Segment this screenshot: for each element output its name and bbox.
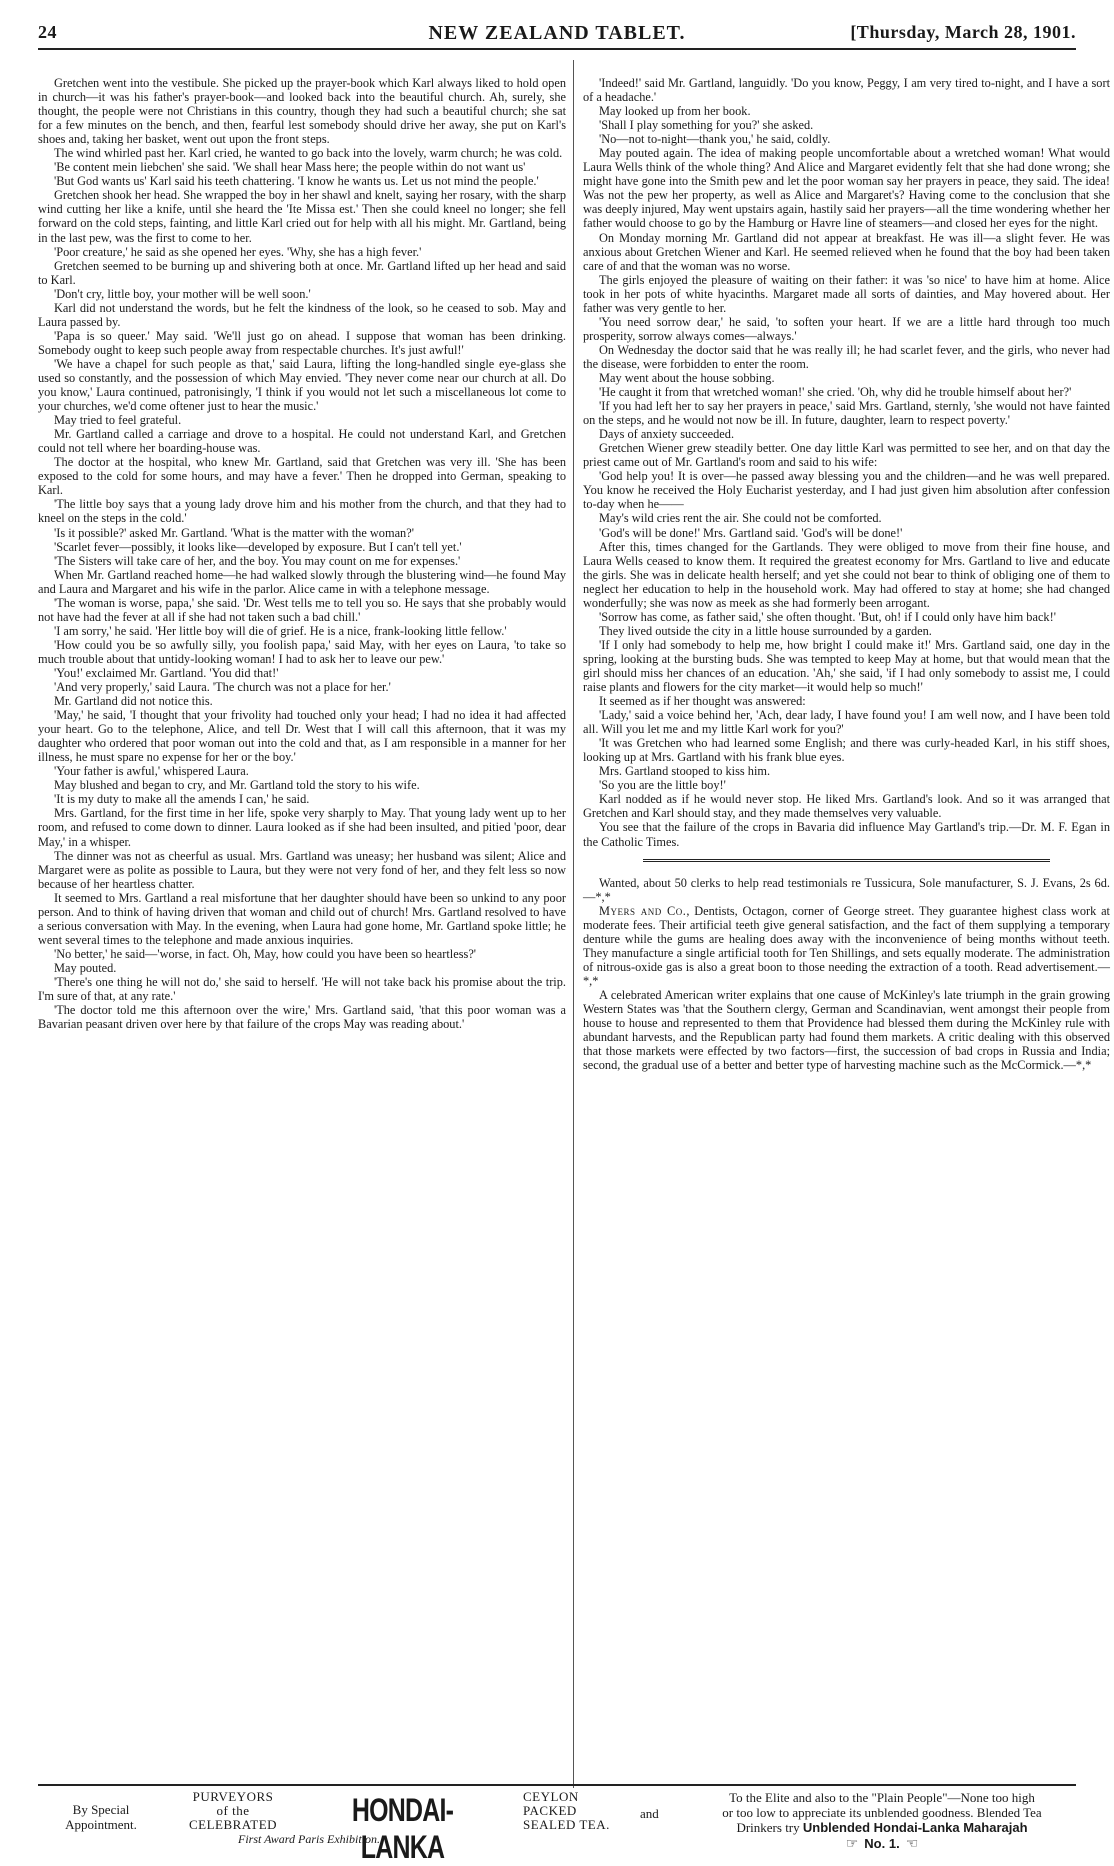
paragraph: Mr. Gartland did not notice this. <box>54 694 213 709</box>
tea-slogan <box>688 1790 1076 1851</box>
paragraph: 'Shall I play something for you?' she asked. <box>599 118 814 133</box>
column-divider <box>573 60 574 1788</box>
paragraph: 'The woman is worse, papa,' she said. 'Dr. West tells me to tell you so. He says that she probably would not have had the fever at all if she had not taken such a bad chill.' <box>38 595 566 624</box>
paragraph: 'I am sorry,' he said. 'Her little boy will die of grief. He is a nice, frank-looking little fellow.' <box>54 623 507 638</box>
paragraph: The doctor at the hospital, who knew Mr. Gartland, said that Gretchen was very ill. 'She has been exposed to the cold for some hours, and may have a fever.' Then he dropped into German, speaking to Karl. <box>38 455 566 498</box>
paragraph: May tried to feel grateful. <box>54 413 182 428</box>
slogan-prefix: Drinkers try <box>736 1820 803 1835</box>
paragraph: The girls enjoyed the pleasure of waiting on their father: it was 'so nice' to have him at home. Alice took in her pots of white hyacinths. Margaret made all sorts of dainties, and May hovered about. Her father was very gentle to her. <box>583 272 1110 315</box>
paragraph: 'Indeed!' said Mr. Gartland, languidly. 'Do you know, Peggy, I am very tired to-night, and I have a sort of a headache.' <box>583 76 1110 105</box>
paragraph: Days of anxiety succeeded. <box>599 427 735 442</box>
purveyors-line-3: CELEBRATED <box>188 1817 278 1832</box>
paragraph: 'He caught it from that wretched woman!' she cried. 'Oh, why did he trouble himself about her?' <box>599 385 1072 400</box>
paragraph: 'So you are the little boy!' <box>599 778 726 793</box>
paragraph: 'It is my duty to make all the amends I can,' he said. <box>54 792 310 807</box>
paragraph: May pouted again. The idea of making people uncomfortable about a wretched woman! What would Laura Wells think of the whole thing? And Alice and Margaret evidently felt that she had done wrong; she might have gone into the Smith pew and let the poor woman say her prayers in peace, they said. The idea! Was not the pew her property, as well as Alice and Margaret's? Having come to the conclusion that she was deeply injured, May went upstairs again, hastily said her prayers—all the time wondering whether her father would choose to go by the Hamburg or Havre line of steamers—and closed her eyes for the night. <box>583 146 1110 231</box>
paragraph: 'Poor creature,' he said as she opened her eyes. 'Why, she has a high fever.' <box>54 244 422 259</box>
issue-date: [Thursday, March 28, 1901. <box>850 22 1076 42</box>
publication-title: NEW ZEALAND TABLET. <box>428 22 686 44</box>
purveyors-block <box>183 1790 283 1832</box>
paragraph: 'It was Gretchen who had learned some English; and there was curly-headed Karl, in his stiff shoes, looking up at Mrs. Gartland with his frank blue eyes. <box>583 736 1110 765</box>
paragraph: 'The doctor told me this afternoon over the wire,' Mrs. Gartland said, 'that this poor woman was a Bavarian peasant driven over here by that failure of the crops May was reading about.' <box>38 1003 566 1032</box>
paragraph: Mr. Gartland called a carriage and drove to a hospital. He could not understand Karl, and Gretchen could not tell where her boarding-house was. <box>38 427 566 456</box>
paragraph: 'God help you! It is over—he passed away blessing you and the children—and he was well prepared. You know he received the Holy Eucharist yesterday, and I had just given him absolution after confession to-day when he—— <box>583 469 1110 512</box>
paragraph: 'The Sisters will take care of her, and the boy. You may count on me for expenses.' <box>54 553 461 568</box>
paragraph: 'No better,' he said—'worse, in fact. Oh, May, how could you have been so heartless?' <box>54 946 477 961</box>
paragraph: May's wild cries rent the air. She could not be comforted. <box>599 511 882 526</box>
left-column <box>38 76 566 1031</box>
paragraph: 'How could you be so awfully silly, you foolish papa,' said May, with her eyes on Laura, 'to take so much trouble about that untidy-looking woman! I had to ask her to leave our pew.' <box>38 637 566 666</box>
paragraph: The dinner was not as cheerful as usual. Mrs. Gartland was uneasy; her husband was silent; Alice and Margaret were as polite as possible to Laura, but they were not very fond of her, and they felt less so now because of her heartless chatter. <box>38 848 566 891</box>
page-header <box>38 10 1076 46</box>
ad-tussicura: Wanted, about 50 clerks to help read testimonials re Tussicura, Sole manufacturer, S. J. Evans, 2s 6d.—*,* <box>583 875 1110 904</box>
brand-logo: HONDAI-LANKA <box>351 1792 454 1865</box>
paragraph: 'No—not to-night—thank you,' he said, coldly. <box>599 132 831 147</box>
paragraph: It seemed as if her thought was answered: <box>599 694 806 709</box>
right-column <box>583 76 1110 1072</box>
paragraph: 'Lady,' said a voice behind her, 'Ach, dear lady, I have found you! I am well now, and I have been told all. Will you let me and my little Karl work for you?' <box>583 708 1110 737</box>
ad-dentists <box>583 904 1110 988</box>
paragraph: They lived outside the city in a little house surrounded by a garden. <box>599 623 932 638</box>
paragraph: After this, times changed for the Gartlands. They were obliged to move from their fine house, and Laura Wells ceased to know them. It required the greatest economy for Mrs. Gartland to live and educate the girls. She was in delicate health herself; and yet she could not bear to think of obliging one of them to neglect her education to help in the household work. May had offered to stay at home; she had changed wonderfully; she was now as meek as she had formerly been arrogant. <box>583 539 1110 610</box>
story-end-rule <box>643 859 1050 864</box>
paragraph: 'May,' he said, 'I thought that your frivolity had touched only your head; I had no idea it had affected your heart. Go to the telephone, Alice, and tell Dr. West that I will call this afternoon, that it was my daughter who ordered that poor woman out into the cold and that, as I am responsible in a manner for her illness, he must spare no expense for her or the boy.' <box>38 708 566 765</box>
footer-rule <box>38 1784 1076 1786</box>
dentists-name: Myers and Co. <box>599 903 687 918</box>
tea-line-3: SEALED TEA. <box>523 1817 610 1832</box>
tea-line-2: PACKED <box>523 1803 577 1818</box>
paragraph: Mrs. Gartland stooped to kiss him. <box>599 764 771 779</box>
paragraph: 'You!' exclaimed Mr. Gartland. 'You did that!' <box>54 665 279 680</box>
purveyors-line-1: PURVEYORS <box>192 1789 274 1804</box>
paragraph: Gretchen shook her head. She wrapped the boy in her shawl and knelt, saying her rosary, with the sharp wind cutting her like a knife, until she heard the 'Ite Missa est.' Then she could kneel no longer; she fell forward on the cold steps, fainting, and little Karl cried out for help with all his might. Mr. Gartland, being in the last pew, was the first to come to her. <box>38 188 566 245</box>
purveyors-line-2: of the <box>216 1803 250 1818</box>
story-continuation <box>583 76 1110 849</box>
paragraph: 'Don't cry, little boy, your mother will be well soon.' <box>54 286 311 301</box>
number-text: No. 1. <box>864 1836 900 1851</box>
paragraph: May blushed and began to cry, and Mr. Gartland told the story to his wife. <box>54 778 420 793</box>
paragraph: 'Is it possible?' asked Mr. Gartland. 'What is the matter with the woman?' <box>54 525 414 540</box>
paragraph: On Wednesday the doctor said that he was really ill; he had scarlet fever, and the girls, who never had the disease, were forbidden to enter the room. <box>583 342 1110 371</box>
paragraph: May looked up from her book. <box>599 104 751 119</box>
paragraph: Mrs. Gartland, for the first time in her life, spoke very sharply to May. That young lady went up to her room, and refused to come down to dinner. Laura looked as if she had been insulted, and pitied 'poor, dear May,' in a whisper. <box>38 806 566 849</box>
award-text: First Award Paris Exhibition. <box>238 1832 381 1846</box>
and-word: and <box>640 1806 659 1821</box>
paragraph: 'Scarlet fever—possibly, it looks like—developed by exposure. But I can't tell yet.' <box>54 539 462 554</box>
paragraph: 'Be content mein liebchen' she said. 'We shall hear Mass here; the people within do not want us' <box>54 160 526 175</box>
appointment-text: By Special Appointment. <box>65 1802 137 1832</box>
paragraph: On Monday morning Mr. Gartland did not appear at breakfast. He was ill—a slight fever. He was anxious about Gretchen Wiener and Karl. He seemed relieved when he found that the boy had been taken care of and that the woman was no worse. <box>583 230 1110 273</box>
paragraph: The wind whirled past her. Karl cried, he wanted to go back into the lovely, warm church; he was cold. <box>54 146 563 161</box>
tea-line-1: CEYLON <box>523 1789 579 1804</box>
slogan-line-1: To the Elite and also to the "Plain People"—None too high <box>729 1790 1035 1805</box>
paragraph: 'But God wants us' Karl said his teeth chattering. 'I know he wants us. Let us not mind the people.' <box>54 174 539 189</box>
paragraph: 'God's will be done!' Mrs. Gartland said. 'God's will be done!' <box>599 525 903 540</box>
paragraph: Gretchen Wiener grew steadily better. One day little Karl was permitted to see her, and on that day the priest came out of Mr. Gartland's room and said to his wife: <box>583 441 1110 470</box>
slogan-line-3 <box>688 1820 1076 1835</box>
paragraph: Karl nodded as if he would never stop. He liked Mrs. Gartland's look. And so it was arranged that Gretchen and Karl should stay, and they made themselves very valuable. <box>583 792 1110 821</box>
paragraph: 'And very properly,' said Laura. 'The church was not a place for her.' <box>54 680 391 695</box>
paragraph: 'The little boy says that a young lady drove him and his mother from the church, and that they had to kneel on the steps in the cold.' <box>38 497 566 526</box>
slogan-line-2: or too low to appreciate its unblended goodness. Blended Tea <box>722 1805 1042 1820</box>
paragraph: 'Your father is awful,' whispered Laura. <box>54 764 249 779</box>
header-rule <box>38 48 1076 50</box>
paragraph: 'Papa is so queer.' May said. 'We'll just go on ahead. I suppose that woman has been drinking. Somebody ought to keep such people away from respectable churches. It's just awful!' <box>38 328 566 357</box>
paragraph: 'Sorrow has come, as father said,' she often thought. 'But, oh! if I could only have him back!' <box>599 609 1056 624</box>
paragraph: May pouted. <box>54 960 117 975</box>
dentists-text: , Dentists, Octagon, corner of George street. They guarantee highest class work at moderate fees. Their artificial teeth give general satisfaction, and the fact of them supplying a temporary denture while the gums are healing does away with the inconvenience of being months without teeth. They manufacture a single artificial tooth for Ten Shillings, and sets equally moderate. The administration of nitrous-oxide gas is also a great boon to those needing the extraction of a tooth. Read advertisement.—*,* <box>583 903 1110 988</box>
paragraph: 'If I only had somebody to help me, how bright I could make it!' Mrs. Gartland said, one day in the spring, looking at the bursting buds. She was tempted to keep May at home, but that would mean that the girl should miss her chances of an education. 'Ah,' she said, 'if I had only somebody to assist me, I could raise plants and flowers for the city market—it would help so much!' <box>583 637 1110 695</box>
tea-type-block <box>523 1790 643 1832</box>
paragraph: 'If you had left her to say her prayers in peace,' said Mrs. Gartland, sternly, 'she would not have fainted on the steps, and he would not now be ill. In future, daughter, learn to respect poverty.' <box>583 399 1110 428</box>
footer-advertisement <box>38 1788 1076 1865</box>
paragraph: 'There's one thing he will not do,' she said to herself. 'He will not take back his promise about the trip. I'm sure of that, at any rate.' <box>38 975 566 1004</box>
paragraph: May went about the house sobbing. <box>599 370 775 385</box>
paragraph: When Mr. Gartland reached home—he had walked slowly through the blustering wind—he found May and Laura and Margaret and his wife in the parlor. Alice came in with a telephone message. <box>38 567 566 596</box>
paragraph: Gretchen seemed to be burning up and shivering both at once. Mr. Gartland lifted up her head and said to Karl. <box>38 258 566 287</box>
note-mckinley: A celebrated American writer explains that one cause of McKinley's late triumph in the grain growing Western States was 'that the Southern clergy, German and Scandinavian, went amongst their people from house to house and represented to them that Providence had blessed them during the McKinley rule with abundant harvests, and the Republican party had found them markets. A critic dealing with this observed that those markets were effected by two factors—first, the succession of bad crops in Russia and India; second, the gradual use of a better and better type of harvesting machine such as the McCormick.—*,* <box>583 987 1110 1073</box>
paragraph: Gretchen went into the vestibule. She picked up the prayer-book which Karl always liked to hold open in church—it was his father's prayer-book—and looked back into the beautiful church. Ah, surely, she thought, the people were not Christians in this country, though they had such a beautiful church; she sat for a few minutes on the bench, and then, fearful lest somebody should drive her away, she put on Karl's shoes and, taking her basket, went out upon the front steps. <box>38 76 566 147</box>
paragraph: Karl did not understand the words, but he felt the kindness of the look, so he ceased to sob. May and Laura passed by. <box>38 300 566 329</box>
pointing-hand-left-icon: ☞ <box>845 1835 859 1851</box>
paragraph: It seemed to Mrs. Gartland a real misfortune that her daughter should have been so unkind to any poor person. And to think of having driven that woman and child out of church! Mrs. Gartland resolved to have a serious conversation with May. In the evening, when Laura had gone home, Mr. Gartland spoke little; he went several times to the telephone and made anxious inquiries. <box>38 890 566 947</box>
paragraph: 'We have a chapel for such people as that,' said Laura, lifting the long-handled single eye-glass she used so constantly, and the possession of which May envied. 'They never come near our church at all. Do you know,' Laura continued, patronisingly, 'I think if you would not let such a miscellaneous lot come to your churches, we'd come oftener just to hear the music.' <box>38 356 566 414</box>
paragraph: 'You need sorrow dear,' he said, 'to soften your heart. If we are a little hard through too much prosperity, sorrow always comes—always.' <box>583 314 1110 343</box>
slogan-brand: Unblended Hondai-Lanka Maharajah <box>802 1820 1028 1835</box>
pointing-hand-right-icon: ☜ <box>905 1835 919 1851</box>
page-number: 24 <box>38 22 57 42</box>
paragraph: You see that the failure of the crops in Bavaria did influence May Gartland's trip.—Dr. M. F. Egan in the Catholic Times. <box>583 820 1110 849</box>
